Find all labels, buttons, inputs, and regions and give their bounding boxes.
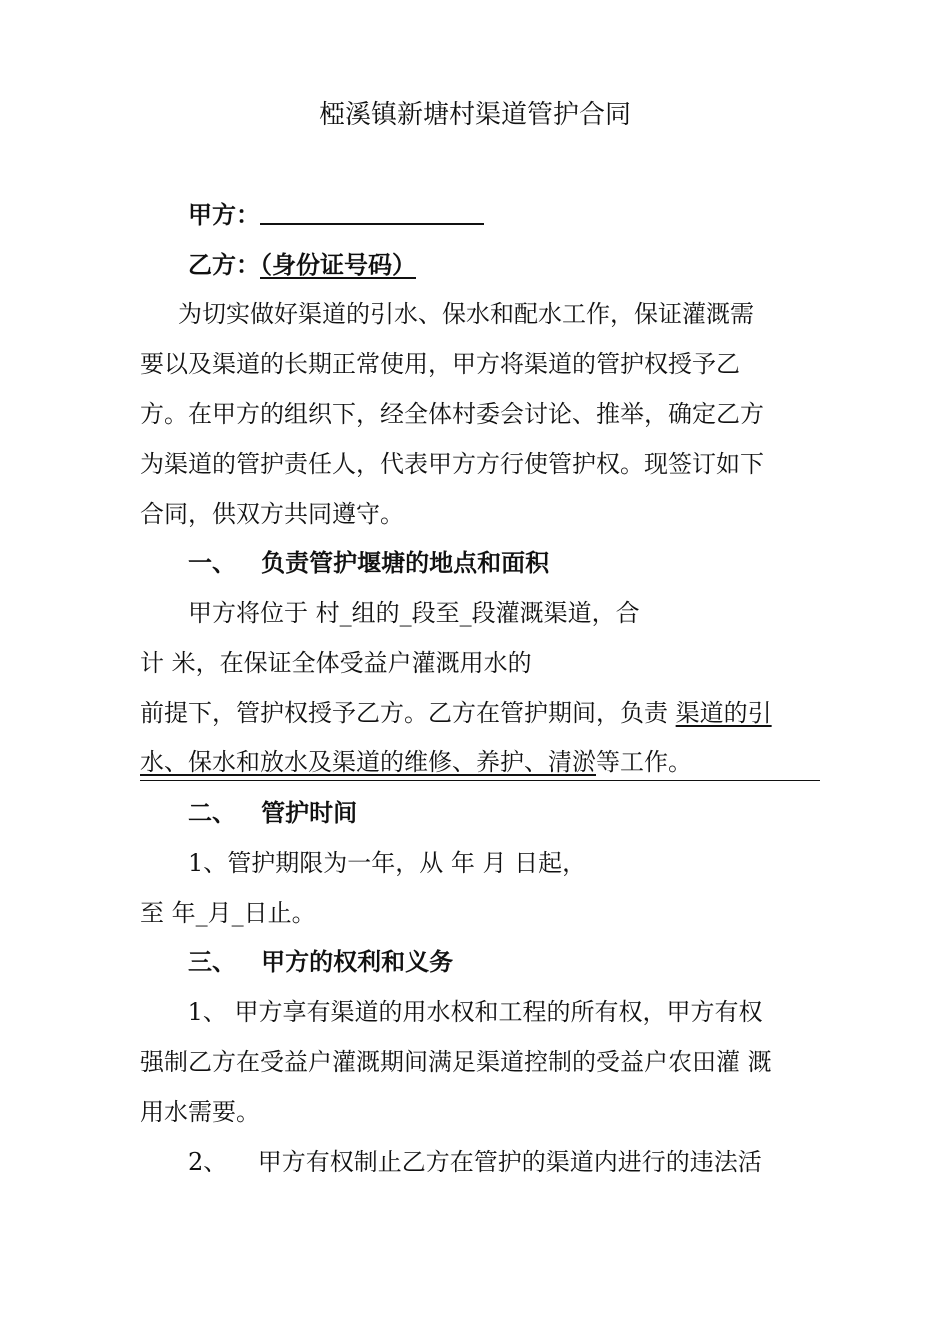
section2-heading: 二、 管护时间 <box>188 798 358 827</box>
party-a-blank[interactable] <box>260 201 484 225</box>
section3-line-1: 1、 甲方享有渠道的用水权和工程的所有权，甲方有权 <box>180 998 763 1026</box>
intro-line-1: 为切实做好渠道的引水、保水和配水工作，保证灌溉需 <box>178 300 754 328</box>
section1-line-3-underlined: 渠道的引 <box>675 699 772 727</box>
party-a-label: 甲方： <box>188 200 260 229</box>
section1-line-4-underlined: 水、保水和放水及渠道的维修、养护、清淤 <box>140 748 596 776</box>
section1-line-4 <box>140 747 692 777</box>
document-title: 椏溪镇新塘村渠道管护合同 <box>318 100 631 130</box>
section2-line-2: 至 年_月_日止。 <box>140 899 316 927</box>
intro-line-4: 为渠道的管护责任人，代表甲方方行使管护权。现签订如下 <box>140 450 764 478</box>
intro-line-5: 合同，供双方共同遵守。 <box>140 500 404 528</box>
party-a-line <box>188 200 484 230</box>
horizontal-rule <box>140 780 820 781</box>
party-b-label: 乙方： <box>188 250 260 279</box>
section2-line-1: 1、管护期限为一年，从 年 月 日起， <box>188 849 587 877</box>
section3-heading: 三、 甲方的权利和义务 <box>188 947 454 976</box>
section3-line-4: 2、 甲方有权制止乙方在管护的渠道内进行的违法活 <box>188 1148 762 1176</box>
intro-line-3: 方。在甲方的组织下，经全体村委会讨论、推举，确定乙方 <box>140 400 764 428</box>
section3-line-3: 用水需要。 <box>140 1098 260 1126</box>
party-b-line <box>188 250 416 280</box>
section1-heading: 一、 负责管护堰塘的地点和面积 <box>188 548 550 577</box>
section1-line-4-text: 等工作。 <box>596 748 692 776</box>
section1-line-3 <box>140 698 772 728</box>
party-b-value: （身份证号码） <box>260 250 416 279</box>
intro-line-2: 要以及渠道的长期正常使用，甲方将渠道的管护权授予乙 <box>140 350 740 378</box>
section1-line-3-text: 前提下，管护权授予乙方。乙方在管护期间，负责 <box>140 699 676 727</box>
section1-line-2: 计 米，在保证全体受益户灌溉用水的 <box>140 649 532 677</box>
section1-line-1: 甲方将位于 村_组的_段至_段灌溉渠道，合 <box>188 599 640 627</box>
section3-line-2: 强制乙方在受益户灌溉期间满足渠道控制的受益户农田灌 溉 <box>140 1048 772 1076</box>
